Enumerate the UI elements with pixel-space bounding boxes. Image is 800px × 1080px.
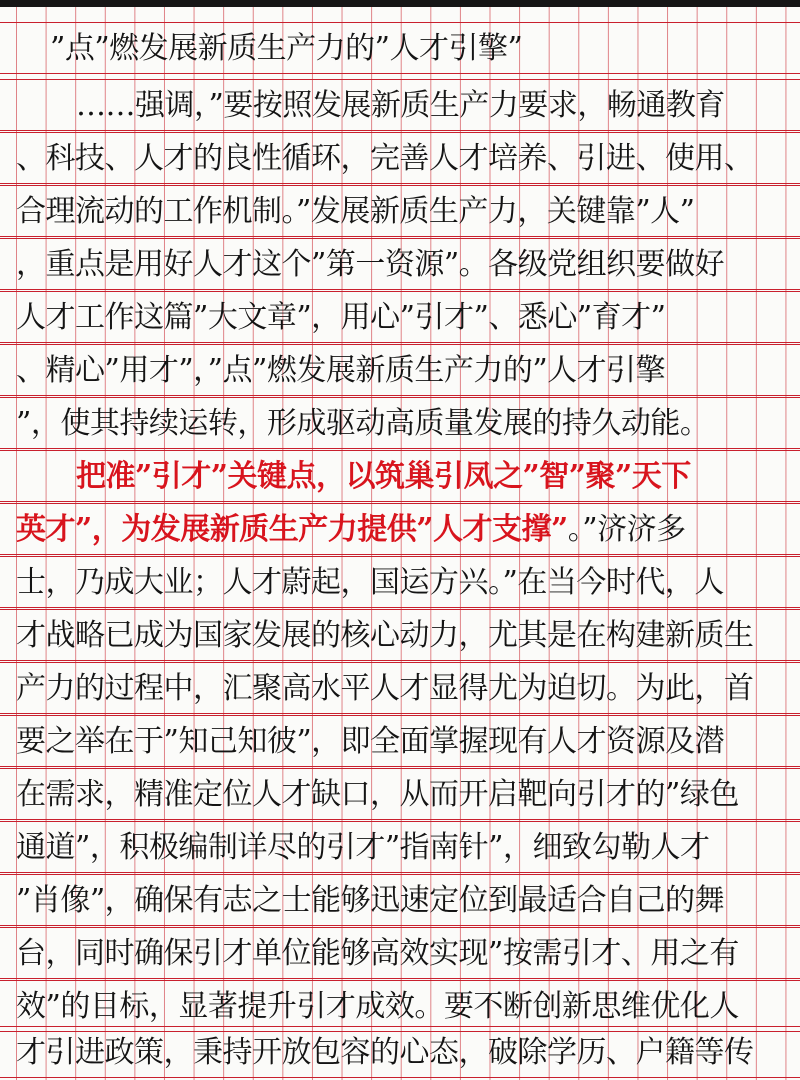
top-edge: [0, 0, 800, 7]
text-line-14: 要之举在于”知己知彼”，即全面掌握现有人才资源及潜: [16, 724, 725, 759]
grid-row-8: [0, 397, 800, 449]
text-line-2: ……强调，”要按照发展新质生产力要求，畅通教育: [76, 88, 725, 123]
text-line-4: 合理流动的工作机制。”发展新质生产力，关键靠”人”: [16, 194, 695, 229]
text-line-8: ”，使其持续运转，形成驱动高质量发展的持久动能。: [16, 406, 710, 441]
text-line-3: 、科技、人才的良性循环，完善人才培养、引进、使用、: [16, 141, 754, 176]
grid-row-7: [0, 344, 800, 396]
text-line-13: 产力的过程中，汇聚高水平人才显得尤为迫切。为此，首: [16, 671, 754, 706]
grid-row-14: [0, 715, 800, 767]
grid-row-10: [0, 503, 800, 555]
text-line-7: 、精心”用才”，”点”燃发展新质生产力的”人才引擎: [16, 353, 666, 388]
text-line-19: 效”的目标，显著提升引才成效。要不断创新思维优化人: [16, 989, 739, 1024]
quote-start: 。”济济多: [567, 512, 686, 547]
text-line-11: 士，乃成大业；人才蔚起，国运方兴。”在当今时代，人: [16, 565, 724, 600]
text-line-18: 台，同时确保引才单位能够高效实现”按需引才、用之有: [16, 936, 739, 971]
text-line-16: 通道”，积极编制详尽的引才”指南针”，细致勾勒人才: [16, 830, 710, 865]
text-line-6: 人才工作这篇”大文章”，用心”引才”、悉心”育才”: [16, 300, 666, 335]
grid-row-11: [0, 556, 800, 608]
text-line-5: ，重点是用好人才这个”第一资源”。各级党组织要做好: [16, 247, 725, 282]
grid-row-6: [0, 291, 800, 343]
grid-row-12: [0, 609, 800, 661]
text-line-10: [16, 510, 800, 550]
essay-heading: ”点”燃发展新质生产力的”人才引擎”: [50, 31, 523, 66]
grid-row-1: [0, 22, 800, 74]
grid-row-15: [0, 768, 800, 820]
grid-row-13: [0, 662, 800, 714]
grid-row-2: [0, 79, 800, 131]
text-line-20: 才引进政策，秉持开放包容的心态，破除学历、户籍等传: [16, 1035, 754, 1070]
subheading-line-9: 把准”引才”关键点，以筑巢引凤之”智”聚”天下: [76, 459, 691, 494]
grid-row-5: [0, 238, 800, 290]
grid-row-4: [0, 185, 800, 237]
grid-row-3: [0, 132, 800, 184]
grid-row-9: [0, 450, 800, 502]
grid-row-19: [0, 980, 800, 1032]
grid-row-18: [0, 927, 800, 979]
text-line-12: 才战略已成为国家发展的核心动力，尤其是在构建新质生: [16, 618, 754, 653]
text-line-15: 在需求，精准定位人才缺口，从而开启靶向引才的”绿色: [16, 777, 739, 812]
grid-row-20: [0, 1026, 800, 1078]
subheading-line-10: 英才”，为发展新质生产力提供”人才支撑”: [16, 512, 568, 547]
grid-row-16: [0, 821, 800, 873]
text-line-17: ”肖像”，确保有志之士能够迅速定位到最适合自己的舞: [16, 883, 725, 918]
grid-row-17: [0, 874, 800, 926]
